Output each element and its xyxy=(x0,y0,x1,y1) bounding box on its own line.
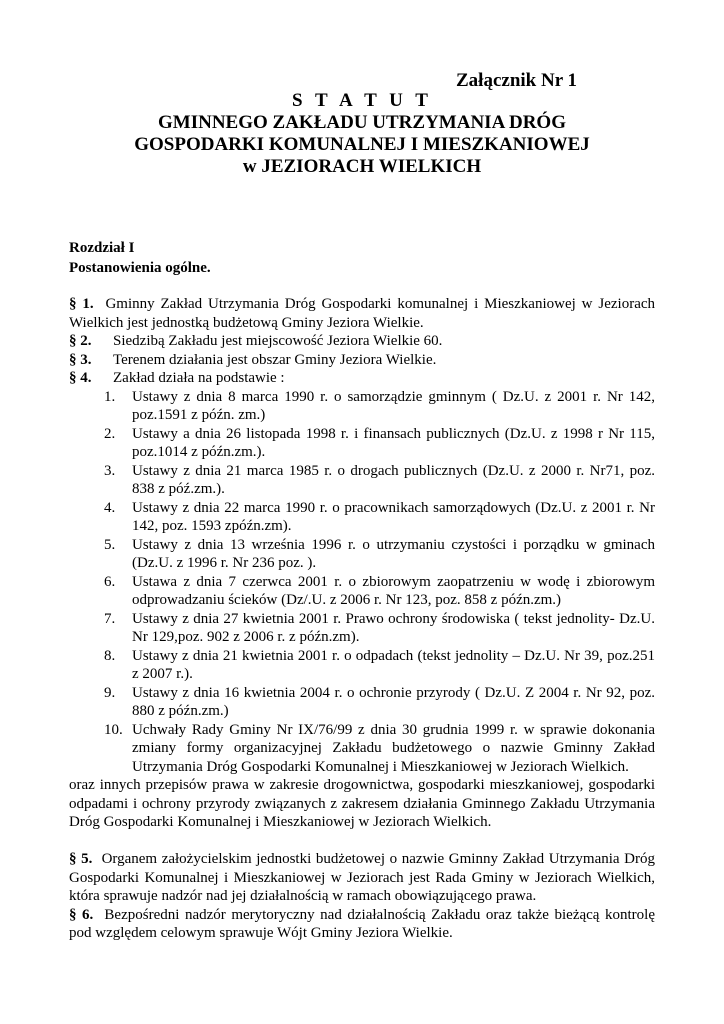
section-2 xyxy=(69,332,655,351)
document-body xyxy=(69,295,655,943)
section-text: Terenem działania jest obszar Gminy Jeziora Wielkie. xyxy=(113,351,437,368)
list-item-text: Ustawy z dnia 21 marca 1985 r. o drogach publicznych (Dz.U. z 2000 r. Nr71, poz. 838 z póź.zm.). xyxy=(132,462,655,497)
list-item-number: 6. xyxy=(104,573,116,590)
section-6 xyxy=(69,906,655,943)
section-text: Gminny Zakład Utrzymania Dróg Gospodarki komunalnej i Mieszkaniowej w Jeziorach Wielkich jest jednostką budżetową Gminy Jeziora Wielkie. xyxy=(69,296,656,331)
list-item-text: Ustawy z dnia 21 kwietnia 2001 r. o odpadach (tekst jednolity – Dz.U. Nr 39, poz.251 z 2007 r.). xyxy=(132,647,655,682)
list-item xyxy=(69,610,655,647)
paragraph-gap xyxy=(69,832,655,851)
list-item xyxy=(69,536,655,573)
section-text: Siedzibą Zakładu jest miejscowość Jeziora Wielkie 60. xyxy=(113,333,443,349)
list-item-text: Uchwały Rady Gminy Nr IX/76/99 z dnia 30 grudnia 1999 r. w sprawie dokonania zmiany formy organizacyjnej Zakładu budżetowego o nazwie Gminny Zakład Utrzymania Dróg Gospodarki Komunalnej i Mieszkaniowej w Jeziorach Wielkich. xyxy=(132,721,655,775)
list-item-number: 2. xyxy=(104,425,116,442)
closing-paragraph: oraz innych przepisów prawa w zakresie drogownictwa, gospodarki mieszkaniowej, gospodarki odpadami i ochrony przyrody związanych z zakresem działania Gminnego Zakładu Utrzymania Dróg Gospodarki Komunalnej i Mieszkaniowej w Jeziorach Wielkich. xyxy=(69,777,655,830)
list-item xyxy=(69,462,655,499)
section-1 xyxy=(69,295,655,332)
section-mark: § 1. xyxy=(69,296,94,312)
attachment-label: Załącznik Nr 1 xyxy=(456,70,578,91)
list-item xyxy=(69,647,655,684)
list-item-text: Ustawy z dnia 16 kwietnia 2004 r. o ochronie przyrody ( Dz.U. Z 2004 r. Nr 92, poz. 880 z późn.zm.) xyxy=(132,684,655,719)
section-mark: § 2. xyxy=(69,333,92,349)
title-line-1: GMINNEGO ZAKŁADU UTRZYMANIA DRÓG xyxy=(158,112,566,133)
chapter-title: Postanowienia ogólne. xyxy=(69,260,211,276)
section-text: Bezpośredni nadzór merytoryczny nad działalnością Zakładu oraz także bieżącą kontrolę pod względem celowym sprawuje Wójt Gminy Jeziora Wielkie. xyxy=(69,906,655,941)
section-text: Zakład działa na podstawie : xyxy=(113,370,285,386)
list-item-text: Ustawy a dnia 26 listopada 1998 r. i finansach publicznych (Dz.U. z 1998 r Nr 115, poz.1014 z późn.zm.). xyxy=(132,425,655,460)
list-item xyxy=(69,499,655,536)
title-line-2: GOSPODARKI KOMUNALNEJ I MIESZKANIOWEJ xyxy=(134,134,590,155)
section-4 xyxy=(69,369,655,388)
list-item-number: 9. xyxy=(104,684,116,701)
title-block xyxy=(0,90,724,178)
section-mark: § 5. xyxy=(69,851,93,867)
section-mark: § 4. xyxy=(69,370,92,386)
list-item-text: Ustawy z dnia 27 kwietnia 2001 r. Prawo ochrony środowiska ( tekst jednolity- Dz.U. Nr 129,poz. 902 z 2006 r. z późn.zm). xyxy=(132,610,655,645)
list-item-text: Ustawa z dnia 7 czerwca 2001 r. o zbiorowym zaopatrzeniu w wodę i zbiorowym odprowadzaniu ścieków (Dz/.U. z 2006 r. Nr 123, poz. 858 z późn.zm.) xyxy=(132,573,655,608)
legal-basis-list xyxy=(69,388,655,777)
section-mark: § 6. xyxy=(69,906,94,923)
section-text: Organem założycielskim jednostki budżetowej o nazwie Gminny Zakład Utrzymania Dróg Gospodarki Komunalnej i Mieszkaniowej w Jeziorach jest Rada Gminy w Jeziorach Wielkich, która sprawuje nadzór nad jej działalnością w ramach obowiązującego prawa. xyxy=(69,851,656,904)
section-mark: § 3. xyxy=(69,351,92,368)
list-item xyxy=(69,684,655,721)
list-item-number: 5. xyxy=(104,536,116,553)
section-5 xyxy=(69,850,655,906)
list-item-number: 4. xyxy=(104,499,116,516)
section-3 xyxy=(69,351,655,370)
list-item xyxy=(69,573,655,610)
list-item xyxy=(69,721,655,777)
statute-heading: S T A T U T xyxy=(292,90,432,111)
list-item-number: 7. xyxy=(104,610,116,627)
chapter-heading xyxy=(69,238,211,278)
chapter-number: Rozdział I xyxy=(69,240,135,256)
list-item-number: 10. xyxy=(104,721,123,738)
title-line-3: w JEZIORACH WIELKICH xyxy=(242,156,482,177)
list-item-text: Ustawy z dnia 8 marca 1990 r. o samorządzie gminnym ( Dz.U. z 2001 r. Nr 142, poz.1591 z późn. zm.) xyxy=(132,388,655,423)
list-item-number: 1. xyxy=(104,388,116,405)
list-item xyxy=(69,425,655,462)
list-item-number: 8. xyxy=(104,647,116,664)
list-item-text: Ustawy z dnia 22 marca 1990 r. o pracownikach samorządowych (Dz.U. z 2001 r. Nr 142, poz. 1593 zpóźn.zm). xyxy=(132,499,655,534)
list-item-number: 3. xyxy=(104,462,116,479)
list-item xyxy=(69,388,655,425)
list-item-text: Ustawy z dnia 13 września 1996 r. o utrzymaniu czystości i porządku w gminach (Dz.U. z 1996 r. Nr 236 poz. ). xyxy=(132,536,655,571)
